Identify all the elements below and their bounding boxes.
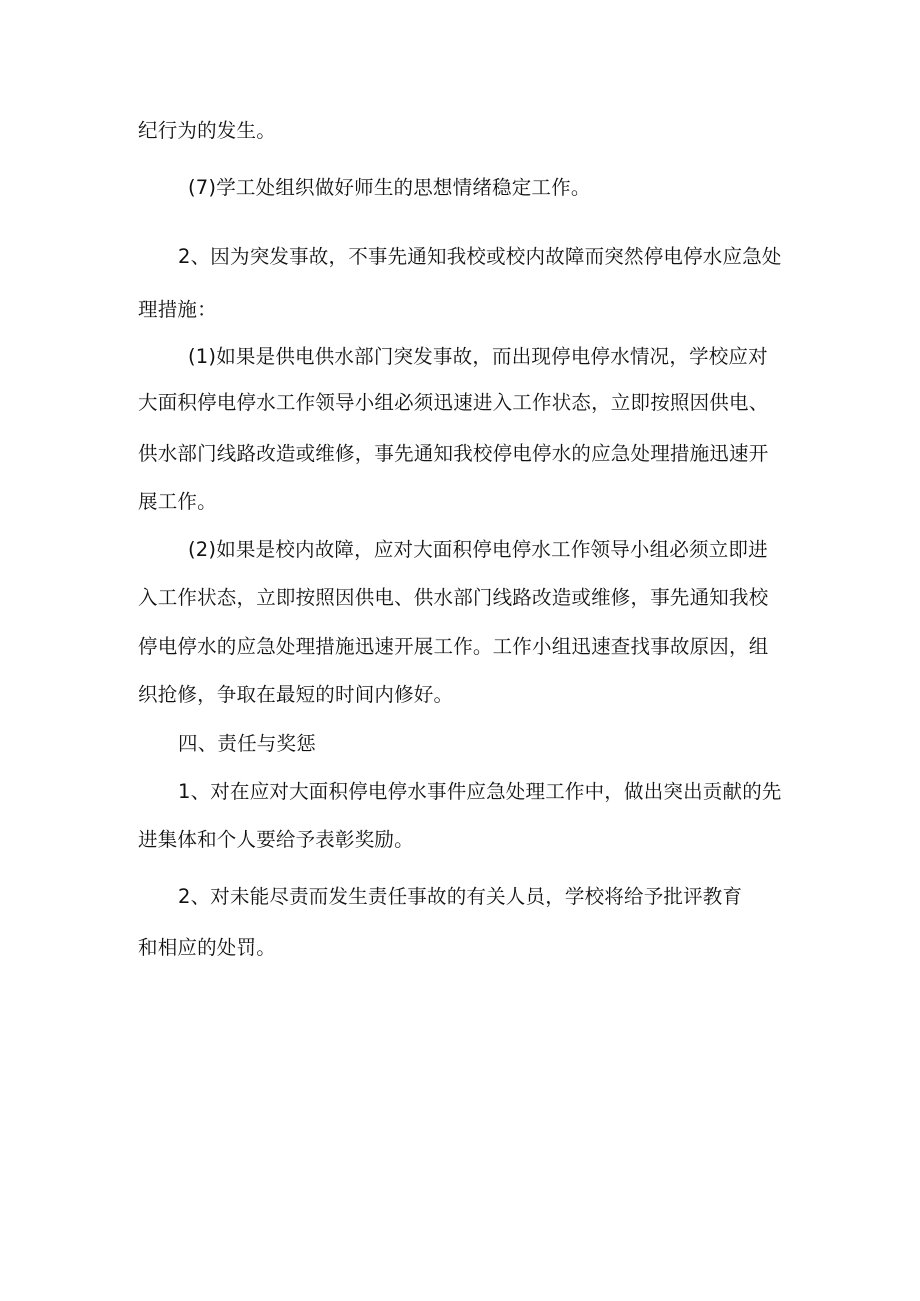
text-line: 供水部门线路改造或维修，事先通知我校停电停水的应急处理措施迅速开	[138, 442, 769, 465]
section-heading: 四、责任与奖惩	[178, 732, 316, 755]
text-line: (1)如果是供电供水部门突发事故，而出现停电停水情况，学校应对	[188, 345, 768, 368]
text-line: 大面积停电停水工作领导小组必须迅速进入工作状态，立即按照因供电、	[138, 391, 769, 414]
text-line: 理措施：	[138, 298, 217, 321]
text-line: 织抢修，争取在最短的时间内修好。	[138, 683, 454, 706]
text-line: 1、对在应对大面积停电停水事件应急处理工作中，做出突出贡献的先	[178, 780, 782, 803]
text-line: 和相应的处罚。	[138, 936, 276, 959]
text-line: 2、因为突发事故，不事先通知我校或校内故障而突然停电停水应急处	[178, 245, 782, 268]
text-line: 2、对未能尽责而发生责任事故的有关人员，学校将给予批评教育	[178, 885, 743, 908]
text-line: (7)学工处组织做好师生的思想情绪稳定工作。	[188, 176, 591, 199]
text-line: 停电停水的应急处理措施迅速开展工作。工作小组迅速查找事故原因，组	[138, 635, 769, 658]
text-line: 入工作状态，立即按照因供电、供水部门线路改造或维修，事先通知我校	[138, 586, 769, 609]
text-line: (2)如果是校内故障，应对大面积停电停水工作领导小组必须立即进	[188, 538, 768, 561]
text-line: 进集体和个人要给予表彰奖励。	[138, 828, 414, 851]
text-line: 纪行为的发生。	[138, 119, 276, 142]
text-line: 展工作。	[138, 490, 217, 513]
